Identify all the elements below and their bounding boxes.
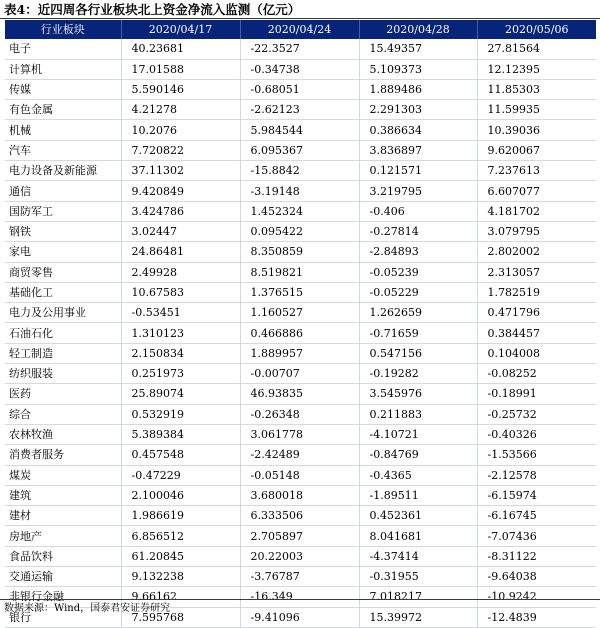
value-cell: 0.121571 bbox=[359, 161, 477, 181]
value-cell: 11.85303 bbox=[477, 79, 596, 99]
sector-name-cell: 房地产 bbox=[5, 526, 121, 546]
value-cell: 0.211883 bbox=[359, 404, 477, 424]
value-cell: 8.350859 bbox=[240, 242, 359, 262]
header-row bbox=[5, 20, 596, 39]
bottom-rule bbox=[0, 599, 600, 600]
sector-name-cell: 纺织服装 bbox=[5, 364, 121, 384]
value-cell: -10.9242 bbox=[477, 587, 596, 607]
value-cell: -2.42489 bbox=[240, 445, 359, 465]
value-cell: 15.49357 bbox=[359, 39, 477, 59]
value-cell: 61.20845 bbox=[121, 546, 240, 566]
value-cell: 0.104008 bbox=[477, 343, 596, 363]
value-cell: 7.720822 bbox=[121, 140, 240, 160]
table-row bbox=[5, 384, 596, 404]
value-cell: 3.079795 bbox=[477, 221, 596, 241]
table-row bbox=[5, 424, 596, 444]
table-row bbox=[5, 465, 596, 485]
value-cell: 1.310123 bbox=[121, 323, 240, 343]
value-cell: -0.406 bbox=[359, 201, 477, 221]
value-cell: 0.095422 bbox=[240, 221, 359, 241]
header-date: 2020/04/28 bbox=[359, 20, 477, 39]
table-row bbox=[5, 161, 596, 181]
value-cell: 3.680018 bbox=[240, 485, 359, 505]
sector-name-cell: 交通运输 bbox=[5, 567, 121, 587]
sector-name-cell: 煤炭 bbox=[5, 465, 121, 485]
value-cell: 8.041681 bbox=[359, 526, 477, 546]
value-cell: 9.132238 bbox=[121, 567, 240, 587]
value-cell: 3.424786 bbox=[121, 201, 240, 221]
value-cell: -0.08252 bbox=[477, 364, 596, 384]
table-row bbox=[5, 201, 596, 221]
value-cell: 3.219795 bbox=[359, 181, 477, 201]
value-cell: 7.595768 bbox=[121, 607, 240, 627]
value-cell: 25.89074 bbox=[121, 384, 240, 404]
value-cell: -0.31955 bbox=[359, 567, 477, 587]
value-cell: 17.01588 bbox=[121, 59, 240, 79]
table-title: 表4：近四周各行业板块北上资金净流入监测（亿元） bbox=[4, 2, 301, 17]
sector-name-cell: 有色金属 bbox=[5, 100, 121, 120]
value-cell: -0.05229 bbox=[359, 282, 477, 302]
value-cell: -2.84893 bbox=[359, 242, 477, 262]
table-row bbox=[5, 303, 596, 323]
value-cell: 6.095367 bbox=[240, 140, 359, 160]
sector-name-cell: 食品饮料 bbox=[5, 546, 121, 566]
value-cell: -12.4839 bbox=[477, 607, 596, 627]
value-cell: 6.333506 bbox=[240, 506, 359, 526]
value-cell: -0.27814 bbox=[359, 221, 477, 241]
value-cell: 27.81564 bbox=[477, 39, 596, 59]
value-cell: -1.53566 bbox=[477, 445, 596, 465]
value-cell: -0.40326 bbox=[477, 424, 596, 444]
sector-name-cell: 综合 bbox=[5, 404, 121, 424]
value-cell: -1.89511 bbox=[359, 485, 477, 505]
value-cell: 0.471796 bbox=[477, 303, 596, 323]
value-cell: 5.984544 bbox=[240, 120, 359, 140]
value-cell: 9.420849 bbox=[121, 181, 240, 201]
value-cell: 5.109373 bbox=[359, 59, 477, 79]
sector-name-cell: 传媒 bbox=[5, 79, 121, 99]
sector-name-cell: 商贸零售 bbox=[5, 262, 121, 282]
value-cell: 1.452324 bbox=[240, 201, 359, 221]
value-cell: 1.889486 bbox=[359, 79, 477, 99]
value-cell: 0.532919 bbox=[121, 404, 240, 424]
source-note: 数据来源：Wind，国泰君安证券研究 bbox=[4, 603, 171, 614]
value-cell: 2.150834 bbox=[121, 343, 240, 363]
value-cell: 1.986619 bbox=[121, 506, 240, 526]
table-row bbox=[5, 242, 596, 262]
value-cell: -9.41096 bbox=[240, 607, 359, 627]
table-row bbox=[5, 526, 596, 546]
sector-name-cell: 消费者服务 bbox=[5, 445, 121, 465]
value-cell: -0.53451 bbox=[121, 303, 240, 323]
sector-name-cell: 银行 bbox=[5, 607, 121, 627]
value-cell: 4.181702 bbox=[477, 201, 596, 221]
sector-name-cell: 轻工制造 bbox=[5, 343, 121, 363]
value-cell: 0.547156 bbox=[359, 343, 477, 363]
value-cell: 7.018217 bbox=[359, 587, 477, 607]
sector-name-cell: 建材 bbox=[5, 506, 121, 526]
value-cell: 1.889957 bbox=[240, 343, 359, 363]
table-row bbox=[5, 323, 596, 343]
value-cell: -0.84769 bbox=[359, 445, 477, 465]
value-cell: 3.02447 bbox=[121, 221, 240, 241]
value-cell: 0.251973 bbox=[121, 364, 240, 384]
table-row bbox=[5, 100, 596, 120]
sector-name-cell: 农林牧渔 bbox=[5, 424, 121, 444]
value-cell: 2.49928 bbox=[121, 262, 240, 282]
table-row bbox=[5, 364, 596, 384]
sector-name-cell: 通信 bbox=[5, 181, 121, 201]
value-cell: 10.67583 bbox=[121, 282, 240, 302]
value-cell: -9.64038 bbox=[477, 567, 596, 587]
value-cell: 8.519821 bbox=[240, 262, 359, 282]
sector-name-cell: 机械 bbox=[5, 120, 121, 140]
table-row bbox=[5, 140, 596, 160]
value-cell: 5.389384 bbox=[121, 424, 240, 444]
value-cell: 2.802002 bbox=[477, 242, 596, 262]
value-cell: 6.607077 bbox=[477, 181, 596, 201]
value-cell: -0.19282 bbox=[359, 364, 477, 384]
sector-name-cell: 家电 bbox=[5, 242, 121, 262]
value-cell: -16.349 bbox=[240, 587, 359, 607]
value-cell: 1.782519 bbox=[477, 282, 596, 302]
value-cell: 2.100046 bbox=[121, 485, 240, 505]
table-row bbox=[5, 59, 596, 79]
sector-name-cell: 医药 bbox=[5, 384, 121, 404]
value-cell: -2.62123 bbox=[240, 100, 359, 120]
table-row bbox=[5, 546, 596, 566]
value-cell: 4.21278 bbox=[121, 100, 240, 120]
value-cell: 1.376515 bbox=[240, 282, 359, 302]
value-cell: -0.05148 bbox=[240, 465, 359, 485]
value-cell: 0.386634 bbox=[359, 120, 477, 140]
value-cell: -7.07436 bbox=[477, 526, 596, 546]
table-row bbox=[5, 404, 596, 424]
value-cell: -0.34738 bbox=[240, 59, 359, 79]
value-cell: 3.836897 bbox=[359, 140, 477, 160]
value-cell: -22.3527 bbox=[240, 39, 359, 59]
value-cell: -3.19148 bbox=[240, 181, 359, 201]
value-cell: 7.237613 bbox=[477, 161, 596, 181]
value-cell: -0.71659 bbox=[359, 323, 477, 343]
table-row bbox=[5, 221, 596, 241]
value-cell: -0.26348 bbox=[240, 404, 359, 424]
sector-name-cell: 电力及公用事业 bbox=[5, 303, 121, 323]
value-cell: 10.39036 bbox=[477, 120, 596, 140]
table-row bbox=[5, 445, 596, 465]
value-cell: 2.313057 bbox=[477, 262, 596, 282]
header-date: 2020/04/17 bbox=[121, 20, 240, 39]
value-cell: 40.23681 bbox=[121, 39, 240, 59]
value-cell: 0.384457 bbox=[477, 323, 596, 343]
table-row bbox=[5, 262, 596, 282]
sector-name-cell: 基础化工 bbox=[5, 282, 121, 302]
value-cell: 37.11302 bbox=[121, 161, 240, 181]
value-cell: -8.31122 bbox=[477, 546, 596, 566]
table-row bbox=[5, 567, 596, 587]
value-cell: 2.705897 bbox=[240, 526, 359, 546]
value-cell: 0.466886 bbox=[240, 323, 359, 343]
sector-name-cell: 钢铁 bbox=[5, 221, 121, 241]
value-cell: 1.160527 bbox=[240, 303, 359, 323]
sector-name-cell: 汽车 bbox=[5, 140, 121, 160]
table-row bbox=[5, 343, 596, 363]
sector-name-cell: 建筑 bbox=[5, 485, 121, 505]
value-cell: 9.620067 bbox=[477, 140, 596, 160]
table-row bbox=[5, 39, 596, 59]
table-row bbox=[5, 181, 596, 201]
value-cell: -4.10721 bbox=[359, 424, 477, 444]
value-cell: -0.47229 bbox=[121, 465, 240, 485]
header-date: 2020/05/06 bbox=[477, 20, 596, 39]
value-cell: -0.18991 bbox=[477, 384, 596, 404]
table-row bbox=[5, 79, 596, 99]
value-cell: 20.22003 bbox=[240, 546, 359, 566]
value-cell: 12.12395 bbox=[477, 59, 596, 79]
fund-flow-table bbox=[5, 20, 596, 628]
value-cell: 24.86481 bbox=[121, 242, 240, 262]
value-cell: 46.93835 bbox=[240, 384, 359, 404]
table-row bbox=[5, 120, 596, 140]
value-cell: -6.15974 bbox=[477, 485, 596, 505]
value-cell: -3.76787 bbox=[240, 567, 359, 587]
value-cell: 0.452361 bbox=[359, 506, 477, 526]
table-row bbox=[5, 282, 596, 302]
value-cell: -0.68051 bbox=[240, 79, 359, 99]
header-sector: 行业板块 bbox=[5, 20, 121, 39]
value-cell: -2.12578 bbox=[477, 465, 596, 485]
sector-name-cell: 计算机 bbox=[5, 59, 121, 79]
value-cell: 0.457548 bbox=[121, 445, 240, 465]
value-cell: 2.291303 bbox=[359, 100, 477, 120]
sector-name-cell: 非银行金融 bbox=[5, 587, 121, 607]
value-cell: 11.59935 bbox=[477, 100, 596, 120]
sector-name-cell: 国防军工 bbox=[5, 201, 121, 221]
value-cell: -0.25732 bbox=[477, 404, 596, 424]
value-cell: -15.8842 bbox=[240, 161, 359, 181]
value-cell: 1.262659 bbox=[359, 303, 477, 323]
value-cell: 6.856512 bbox=[121, 526, 240, 546]
value-cell: 10.2076 bbox=[121, 120, 240, 140]
value-cell: -0.4365 bbox=[359, 465, 477, 485]
sector-name-cell: 电子 bbox=[5, 39, 121, 59]
value-cell: 5.590146 bbox=[121, 79, 240, 99]
table-body bbox=[5, 39, 596, 627]
value-cell: -4.37414 bbox=[359, 546, 477, 566]
value-cell: -6.16745 bbox=[477, 506, 596, 526]
table-row bbox=[5, 485, 596, 505]
value-cell: -0.00707 bbox=[240, 364, 359, 384]
header-date: 2020/04/24 bbox=[240, 20, 359, 39]
top-rule bbox=[0, 18, 600, 19]
value-cell: 3.545976 bbox=[359, 384, 477, 404]
value-cell: -0.05239 bbox=[359, 262, 477, 282]
sector-name-cell: 石油石化 bbox=[5, 323, 121, 343]
value-cell: 9.66162 bbox=[121, 587, 240, 607]
sector-name-cell: 电力设备及新能源 bbox=[5, 161, 121, 181]
value-cell: 3.061778 bbox=[240, 424, 359, 444]
value-cell: 15.39972 bbox=[359, 607, 477, 627]
table-row bbox=[5, 506, 596, 526]
